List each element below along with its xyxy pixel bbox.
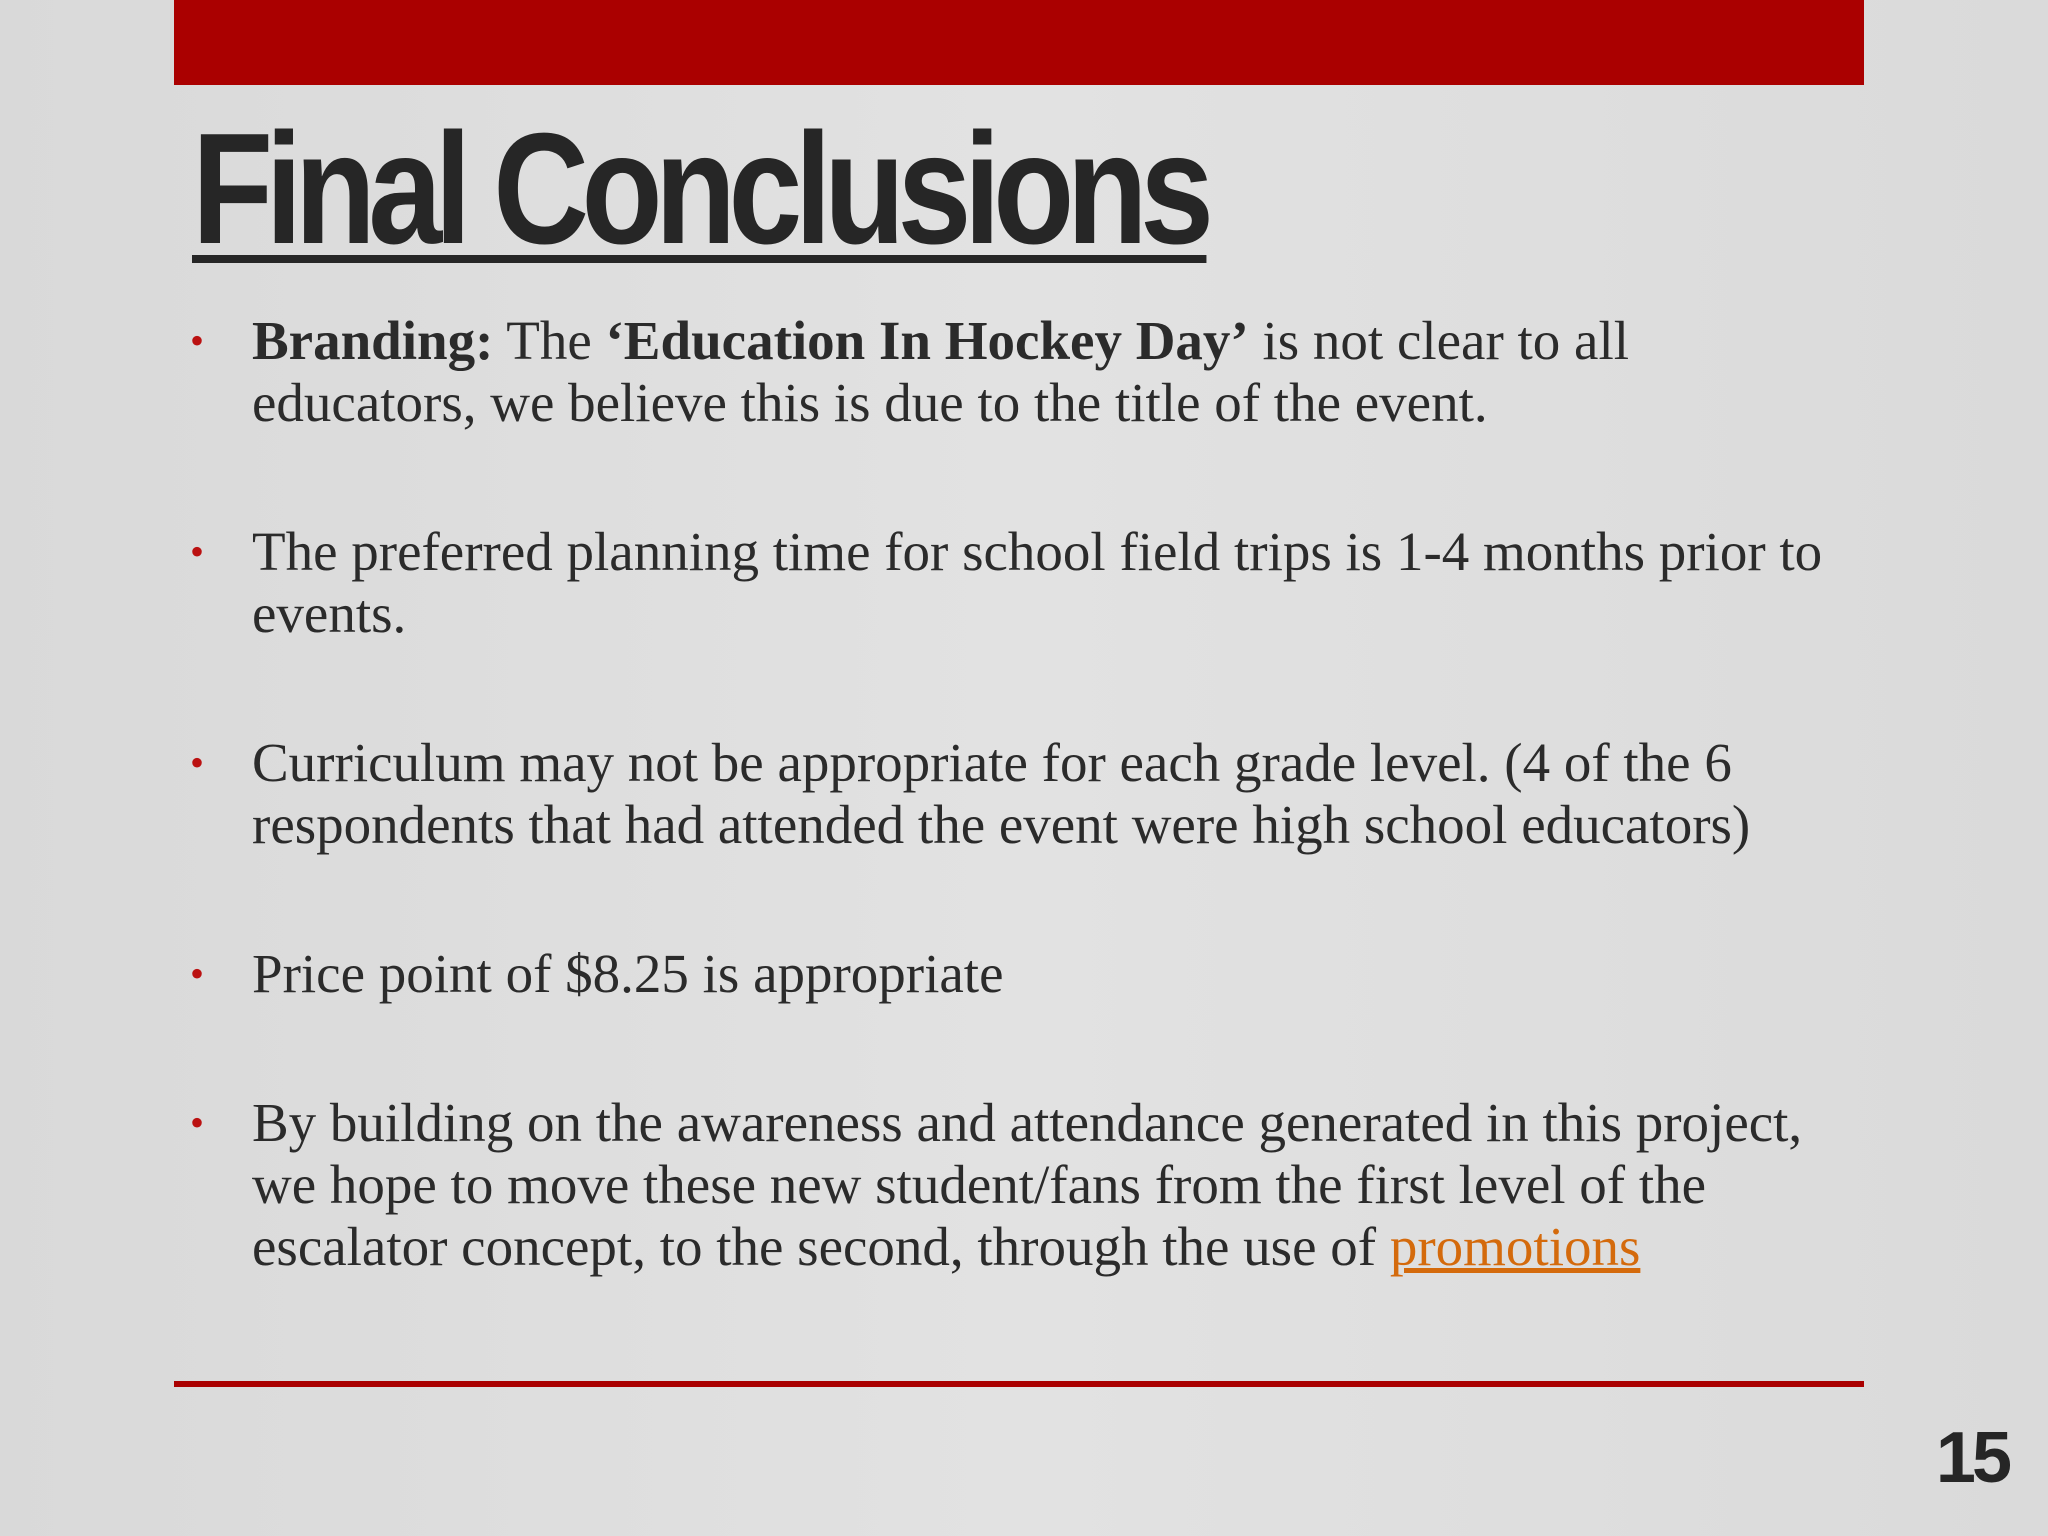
bullet-list bbox=[190, 310, 1850, 1278]
slide-title: Final Conclusions bbox=[192, 101, 1207, 277]
bullet-planning-time bbox=[190, 521, 1850, 645]
top-accent-bar bbox=[174, 0, 1864, 85]
bullet-text: is not clear to all educators, we believe this is due to the title of the event. bbox=[252, 310, 1630, 433]
bullet-branding bbox=[190, 310, 1850, 434]
bullet-text: Curriculum may not be appropriate for each grade level. (4 of the 6 respondents that had attended the event were high school educators) bbox=[252, 732, 1751, 855]
bullet-dot-icon: • bbox=[190, 318, 205, 363]
bullet-escalator bbox=[190, 1092, 1850, 1278]
bullet-lead-label: Branding: bbox=[252, 310, 494, 371]
bullet-dot-icon: • bbox=[190, 529, 205, 574]
bullet-dot-icon: • bbox=[190, 740, 205, 785]
bullet-text: The preferred planning time for school field trips is 1-4 months prior to events. bbox=[252, 521, 1823, 644]
event-name: ‘Education In Hockey Day’ bbox=[605, 310, 1249, 371]
page-number: 15 bbox=[1935, 1418, 2008, 1498]
bullet-dot-icon: • bbox=[190, 1100, 205, 1145]
bullet-price-point bbox=[190, 943, 1850, 1005]
bullet-dot-icon: • bbox=[190, 951, 205, 996]
bullet-text: Price point of $8.25 is appropriate bbox=[252, 943, 1004, 1004]
bottom-accent-rule bbox=[174, 1381, 1864, 1387]
bullet-text: By building on the awareness and attendance generated in this project, we hope to move these new student/fans from the first level of the escalator concept, to the second, through the use of bbox=[252, 1092, 1803, 1277]
bullet-curriculum bbox=[190, 732, 1850, 856]
promotions-link[interactable]: promotions bbox=[1389, 1216, 1641, 1277]
bullet-text: The bbox=[493, 310, 606, 371]
